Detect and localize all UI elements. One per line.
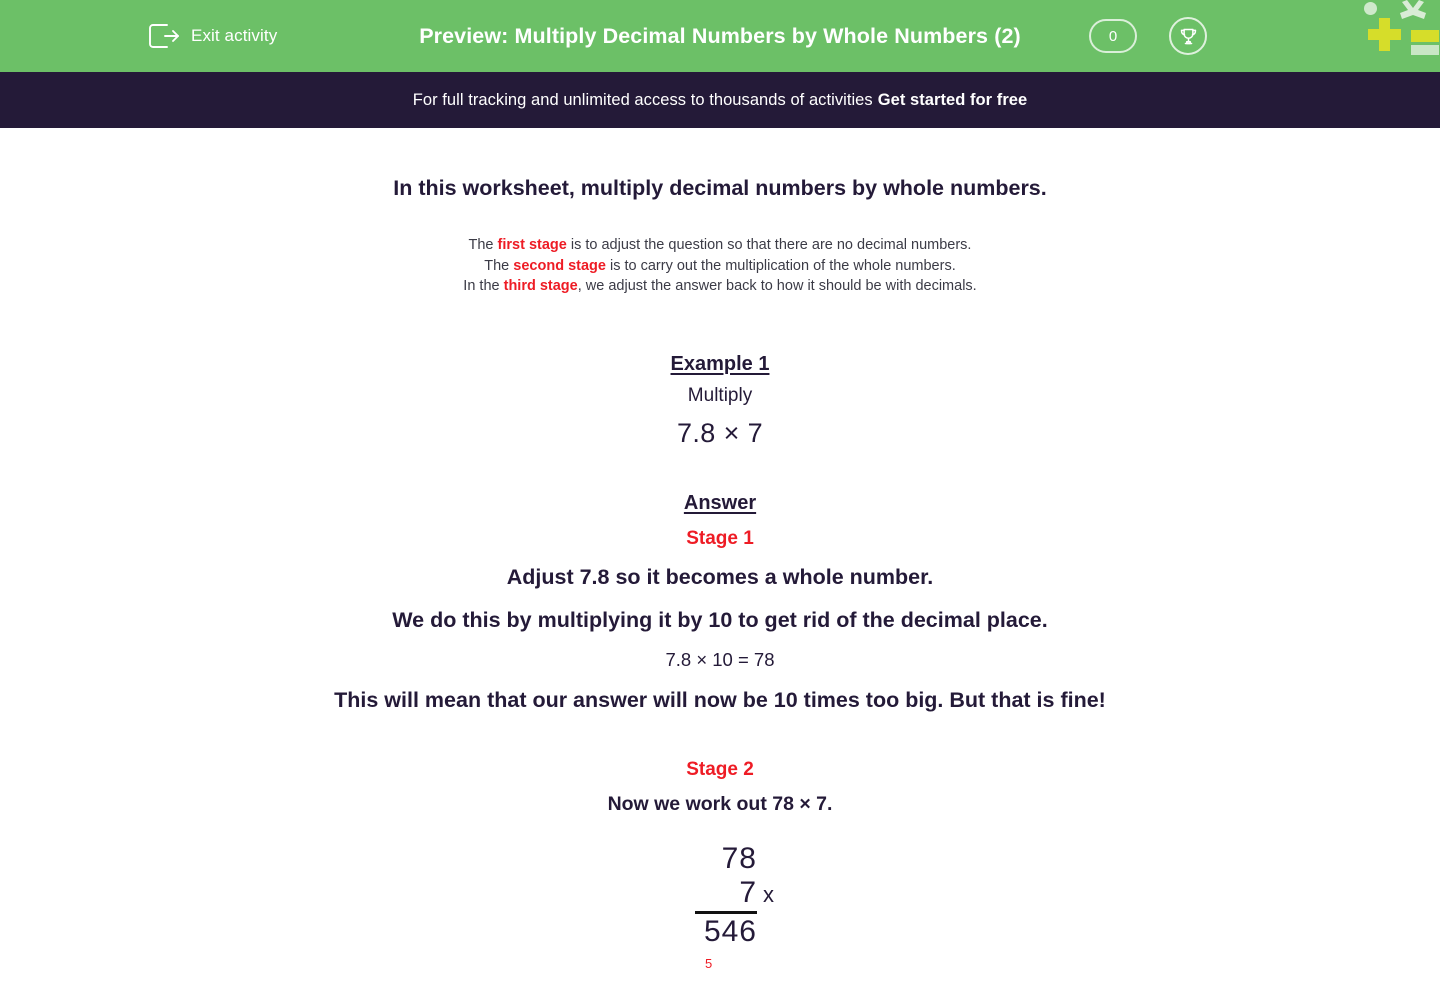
intro-line-1-pre: The bbox=[468, 237, 498, 253]
intro-line-3 bbox=[0, 276, 1440, 297]
stage-1-equation: 7.8 × 10 = 78 bbox=[665, 648, 775, 670]
stage-1-label: Stage 1 bbox=[686, 527, 754, 549]
intro-line-2-bold: second stage bbox=[513, 257, 606, 274]
stage-2-line-1: Now we work out 78 × 7. bbox=[607, 792, 833, 815]
sum-divider bbox=[695, 911, 757, 914]
stage-2-section bbox=[0, 758, 1440, 971]
sum-multiplier: 7 bbox=[739, 875, 757, 909]
example-section bbox=[0, 353, 1440, 449]
score-counter[interactable] bbox=[1089, 19, 1137, 53]
intro-line-2-post: is to carry out the multiplication of the whole numbers. bbox=[605, 257, 956, 274]
long-multiplication bbox=[683, 841, 774, 971]
sum-product-row bbox=[683, 914, 757, 971]
answer-heading: Answer bbox=[683, 491, 757, 514]
answer-section bbox=[0, 492, 1440, 716]
worksheet-title: In this worksheet, multiply decimal numbers by whole numbers. bbox=[393, 176, 1047, 200]
decor-x-icon bbox=[1398, 0, 1428, 26]
worksheet-intro bbox=[0, 235, 1440, 297]
trophy-button[interactable] bbox=[1169, 17, 1207, 55]
intro-line-2-pre: The bbox=[484, 257, 514, 274]
page-title: Preview: Multiply Decimal Numbers by Whole Numbers (2) bbox=[419, 23, 1021, 48]
app-header bbox=[0, 0, 1440, 72]
worksheet-content bbox=[0, 176, 1440, 971]
sum-multiplicand-row bbox=[683, 842, 757, 876]
example-instruction: Multiply bbox=[687, 384, 753, 406]
intro-line-1-bold: first stage bbox=[497, 237, 567, 253]
intro-line-1-post: is to adjust the question so that there are no decimal numbers. bbox=[566, 237, 972, 253]
intro-line-3-pre: In the bbox=[463, 278, 504, 294]
sum-product: 546 bbox=[703, 914, 757, 948]
intro-line-3-post: , we adjust the answer back to how it should be with decimals. bbox=[577, 278, 977, 294]
intro-line-2 bbox=[0, 256, 1440, 277]
example-expression: 7.8 × 7 bbox=[676, 417, 764, 448]
example-heading: Example 1 bbox=[670, 352, 770, 375]
stage-1-line-1: Adjust 7.8 so it becomes a whole number. bbox=[506, 564, 934, 589]
sum-carry-digit: 5 bbox=[705, 955, 713, 971]
exit-activity-label: Exit activity bbox=[191, 26, 278, 45]
sum-multiplicand: 78 bbox=[721, 841, 757, 875]
stage-2-label: Stage 2 bbox=[686, 758, 754, 780]
sum-multiplier-row bbox=[683, 875, 774, 910]
get-started-link[interactable]: Get started for free bbox=[877, 90, 1028, 109]
promo-banner bbox=[0, 72, 1440, 128]
decor-circle-icon bbox=[1364, 2, 1377, 15]
score-value: 0 bbox=[1108, 27, 1118, 45]
intro-line-3-bold: third stage bbox=[503, 278, 578, 294]
stage-1-line-3: This will mean that our answer will now be 10 times too big. But that is fine! bbox=[334, 687, 1106, 712]
promo-message: For full tracking and unlimited access to thousands of activities bbox=[412, 90, 873, 109]
sum-operator: x bbox=[763, 881, 774, 907]
stage-1-line-2: We do this by multiplying it by 10 to get rid of the decimal place. bbox=[392, 607, 1048, 632]
trophy-icon bbox=[1178, 26, 1199, 47]
intro-line-1 bbox=[0, 235, 1440, 256]
